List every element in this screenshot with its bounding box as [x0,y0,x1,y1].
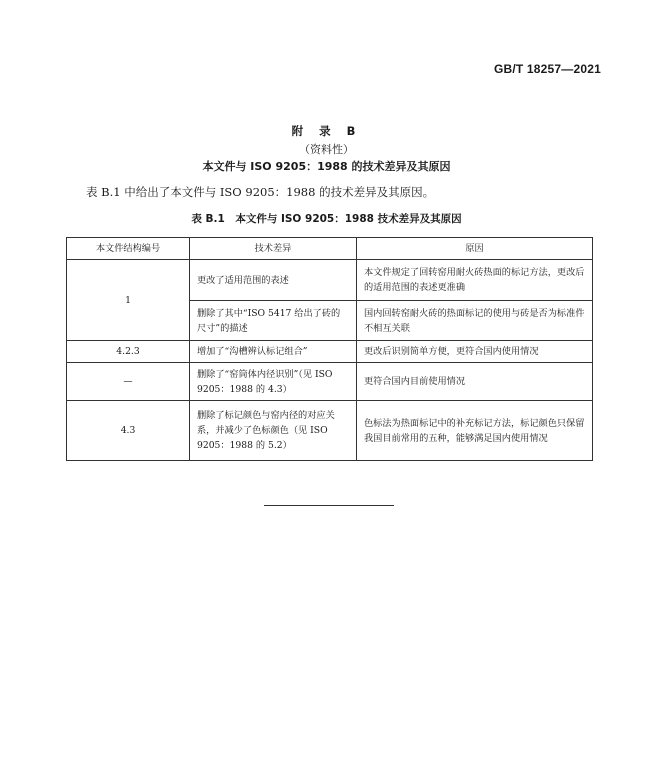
end-rule [264,505,394,506]
clause-cell: — [67,363,190,401]
table-row [67,401,593,461]
reason-cell: 更符合国内目前使用情况 [357,363,593,401]
difference-cell: 删除了标记颜色与窑内径的对应关系，并减少了色标颜色（见 ISO 9205：1988 的 5.2） [190,401,357,461]
standard-number: GB/T 18257—2021 [493,62,601,76]
technical-difference-table [66,237,593,461]
clause-cell: 4.2.3 [67,341,190,363]
reason-cell: 更改后识别简单方便，更符合国内使用情况 [357,341,593,363]
column-header-difference: 技术差异 [190,238,357,260]
clause-cell: 1 [67,260,190,341]
table-row [67,341,593,363]
column-header-reason: 原因 [357,238,593,260]
column-header-clause: 本文件结构编号 [67,238,190,260]
appendix-title: 本文件与 ISO 9205：1988 的技术差异及其原因 [202,160,451,173]
reason-cell: 本文件规定了回转窑用耐火砖热面的标记方法，更改后的适用范围的表述更准确 [357,260,593,301]
difference-cell: 删除了其中“ISO 5417 给出了砖的尺寸”的描述 [190,301,357,341]
appendix-label: 附 录 B [291,124,362,138]
table-row [67,260,593,301]
table-title: 表 B.1 本文件与 ISO 9205：1988 技术差异及其原因 [191,213,462,225]
table-row [67,363,593,401]
difference-cell: 增加了“沟槽辨认标记组合” [190,341,357,363]
difference-cell: 删除了“窑筒体内径识别”（见 ISO 9205：1988 的 4.3） [190,363,357,401]
intro-paragraph: 表 B.1 中给出了本文件与 ISO 9205：1988 的技术差异及其原因。 [86,185,435,199]
difference-cell: 更改了适用范围的表述 [190,260,357,301]
appendix-type: （资料性） [299,143,354,156]
reason-cell: 色标法为热面标记中的补充标记方法，标记颜色只保留我国目前常用的五种，能够满足国内使用情况 [357,401,593,461]
table-header-row [67,238,593,260]
clause-cell: 4.3 [67,401,190,461]
reason-cell: 国内回转窑耐火砖的热面标记的使用与砖是否为标准件不相互关联 [357,301,593,341]
